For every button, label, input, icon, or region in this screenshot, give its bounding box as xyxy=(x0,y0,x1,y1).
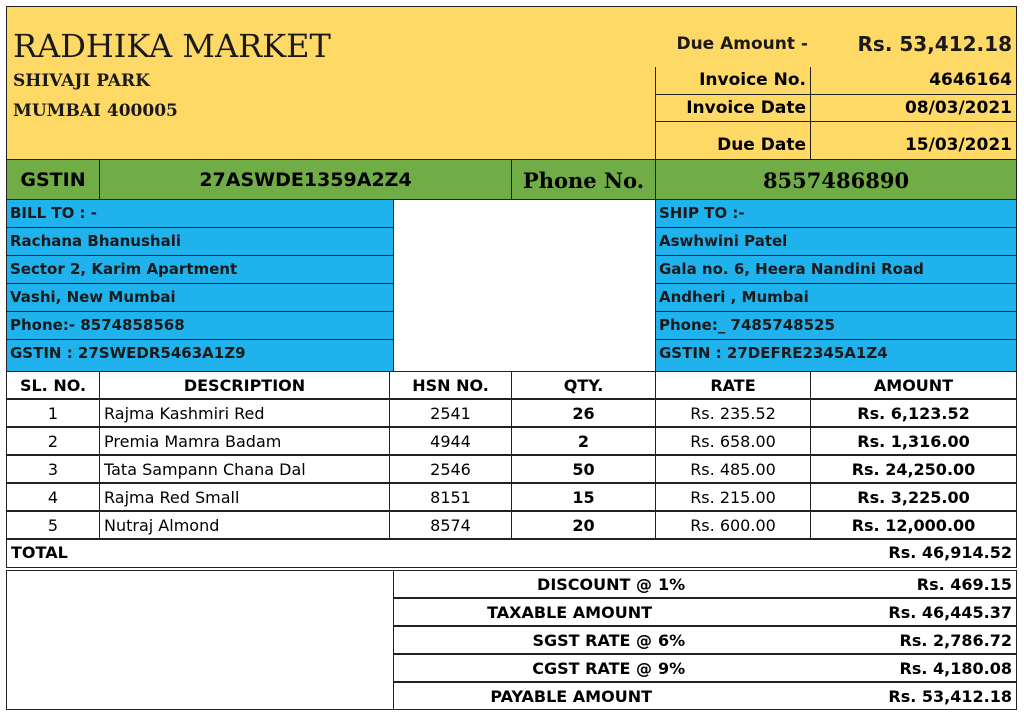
invoice-date-value: 08/03/2021 xyxy=(810,94,1017,122)
summary-sgst xyxy=(393,626,1017,654)
bill-to-name: Rachana Bhanushali xyxy=(7,228,393,256)
company-block xyxy=(6,6,656,160)
discount-label: DISCOUNT @ xyxy=(537,575,652,594)
address-spacer xyxy=(393,199,656,371)
row-description: Nutraj Almond xyxy=(99,511,390,539)
header-amount: AMOUNT xyxy=(810,371,1017,399)
ship-to-address2: Andheri , Mumbai xyxy=(656,284,1016,312)
row-rate: Rs. 600.00 xyxy=(655,511,811,539)
row-sl-no: 2 xyxy=(6,427,100,455)
row-qty: 50 xyxy=(511,455,656,483)
row-amount: Rs. 12,000.00 xyxy=(810,511,1017,539)
row-rate: Rs. 658.00 xyxy=(655,427,811,455)
due-date-label: Due Date xyxy=(655,121,811,160)
row-sl-no: 4 xyxy=(6,483,100,511)
ship-to-name: Aswhwini Patel xyxy=(656,228,1016,256)
ship-to-address1: Gala no. 6, Heera Nandini Road xyxy=(656,256,1016,284)
phone-value: 8557486890 xyxy=(655,159,1017,200)
header-rate: RATE xyxy=(655,371,811,399)
payable-amount-value: Rs. 53,412.18 xyxy=(888,687,1012,706)
total-label: TOTAL xyxy=(11,543,68,562)
row-hsn-no: 4944 xyxy=(389,427,512,455)
sgst-value: Rs. 2,786.72 xyxy=(899,631,1012,650)
row-qty: 15 xyxy=(511,483,656,511)
row-rate: Rs. 485.00 xyxy=(655,455,811,483)
due-date-value: 15/03/2021 xyxy=(810,121,1017,160)
row-description: Premia Mamra Badam xyxy=(99,427,390,455)
bill-to-address1: Sector 2, Karim Apartment xyxy=(7,256,393,284)
gstin-label: GSTIN xyxy=(6,159,100,200)
ship-to-gstin: GSTIN : 27DEFRE2345A1Z4 xyxy=(659,344,888,362)
row-amount: Rs. 1,316.00 xyxy=(810,427,1017,455)
company-address-line1: SHIVAJI PARK xyxy=(13,71,150,91)
sgst-label: SGST RATE @ xyxy=(532,631,652,650)
bill-to-gstin: GSTIN : 27SWEDR5463A1Z9 xyxy=(10,344,246,362)
sgst-rate: 6% xyxy=(658,631,686,650)
header-description: DESCRIPTION xyxy=(99,371,390,399)
header-qty: QTY. xyxy=(511,371,656,399)
summary-payable-amount xyxy=(393,682,1017,710)
header-hsn-no: HSN NO. xyxy=(389,371,512,399)
discount-value: Rs. 469.15 xyxy=(916,575,1012,594)
summary-taxable-amount xyxy=(393,598,1017,626)
taxable-amount-value: Rs. 46,445.37 xyxy=(888,603,1012,622)
ship-to-block xyxy=(655,199,1017,371)
row-sl-no: 5 xyxy=(6,511,100,539)
summary-cgst xyxy=(393,654,1017,682)
row-rate: Rs. 215.00 xyxy=(655,483,811,511)
header-sl-no: SL. NO. xyxy=(6,371,100,399)
row-hsn-no: 8574 xyxy=(389,511,512,539)
row-qty: 26 xyxy=(511,399,656,427)
row-sl-no: 1 xyxy=(6,399,100,427)
cgst-label: CGST RATE @ xyxy=(532,659,652,678)
row-description: Rajma Red Small xyxy=(99,483,390,511)
invoice-no-value: 4646164 xyxy=(810,67,1017,95)
ship-to-heading: SHIP TO :- xyxy=(656,200,1016,228)
due-amount-value: Rs. 53,412.18 xyxy=(857,32,1012,56)
total-value: Rs. 46,914.52 xyxy=(888,543,1012,562)
bill-to-block xyxy=(6,199,394,371)
invoice-no-label: Invoice No. xyxy=(655,67,811,95)
invoice-date-label: Invoice Date xyxy=(655,94,811,122)
cgst-value: Rs. 4,180.08 xyxy=(899,659,1012,678)
row-amount: Rs. 24,250.00 xyxy=(810,455,1017,483)
cgst-rate: 9% xyxy=(658,659,686,678)
row-description: Tata Sampann Chana Dal xyxy=(99,455,390,483)
bill-to-heading: BILL TO : - xyxy=(7,200,393,228)
row-amount: Rs. 3,225.00 xyxy=(810,483,1017,511)
row-hsn-no: 8151 xyxy=(389,483,512,511)
payable-amount-label: PAYABLE AMOUNT xyxy=(490,687,652,706)
row-hsn-no: 2541 xyxy=(389,399,512,427)
row-amount: Rs. 6,123.52 xyxy=(810,399,1017,427)
gstin-value: 27ASWDE1359A2Z4 xyxy=(99,159,512,200)
row-qty: 2 xyxy=(511,427,656,455)
row-description: Rajma Kashmiri Red xyxy=(99,399,390,427)
ship-to-phone: Phone:_ 7485748525 xyxy=(656,312,1016,340)
bill-to-address2: Vashi, New Mumbai xyxy=(7,284,393,312)
phone-label: Phone No. xyxy=(511,159,656,200)
summary-discount xyxy=(393,570,1017,598)
summary-blank xyxy=(6,570,394,710)
taxable-amount-label: TAXABLE AMOUNT xyxy=(487,603,652,622)
row-qty: 20 xyxy=(511,511,656,539)
row-hsn-no: 2546 xyxy=(389,455,512,483)
row-rate: Rs. 235.52 xyxy=(655,399,811,427)
due-amount-label: Due Amount - xyxy=(676,34,808,54)
row-sl-no: 3 xyxy=(6,455,100,483)
bill-to-phone: Phone:- 8574858568 xyxy=(7,312,393,340)
total-row xyxy=(6,539,1017,568)
company-name: RADHIKA MARKET xyxy=(13,27,331,65)
company-address-line2: MUMBAI 400005 xyxy=(13,101,178,121)
discount-rate: 1% xyxy=(658,575,686,594)
